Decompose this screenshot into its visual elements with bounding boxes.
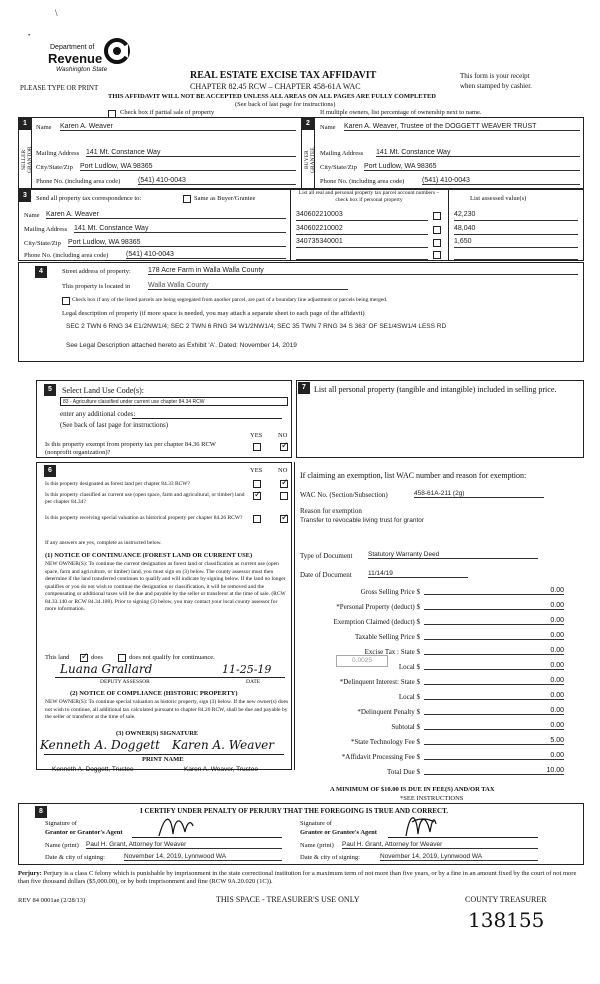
historic-question: Is this property receiving special valuation as historical property per chapter 84.26 RCW? — [45, 515, 243, 521]
seller-city-label: City/State/Zip — [36, 164, 73, 171]
parcel-value[interactable] — [454, 250, 578, 260]
doc-type-label: Type of Document — [300, 552, 353, 560]
grantee-name-label: Name (print) — [300, 842, 334, 849]
form-subtitle: CHAPTER 82.45 RCW – CHAPTER 458-61A WAC — [190, 82, 361, 91]
interest-state-label: *Delinquent Interest: State $ — [339, 678, 420, 686]
assessor-date: 11-25-19 — [222, 663, 272, 676]
section-4-number: 4 — [35, 266, 47, 278]
seller-phone[interactable]: (541) 410-0043 — [138, 177, 296, 185]
reason-label: Reason for exemption — [300, 507, 362, 515]
warning: THIS AFFIDAVIT WILL NOT BE ACCEPTED UNLESS ALL AREAS ON ALL PAGES ARE FULLY COMPLETED — [108, 93, 436, 100]
exempt-yes-checkbox[interactable] — [253, 443, 261, 451]
certify-statement: I CERTIFY UNDER PENALTY OF PERJURY THAT THE FOREGOING IS TRUE AND CORRECT. — [140, 807, 449, 815]
if-yes-note: If any answers are yes, complete as instructed below. — [45, 540, 162, 546]
section-8-number: 8 — [35, 806, 47, 818]
legal-description[interactable]: SEC 2 TWN 6 RNG 34 E1/2NW1/4; SEC 2 TWN 6 RNG 34 W1/2NW1/4; SEC 35 TWN 7 RNG 34 S 363' OF SE1/4SW1/4 LESS RD — [66, 323, 447, 330]
owner-signature-title: (3) OWNER(S) SIGNATURE — [116, 730, 199, 737]
parcel-number[interactable]: 340602210003 — [296, 211, 428, 221]
tax-mailing[interactable]: 141 Mt. Constance Way — [74, 225, 286, 233]
buyer-name[interactable]: Karen A. Weaver, Trustee of the DOGGETT WEAVER TRUST — [344, 123, 580, 131]
dept-line2: Revenue — [48, 51, 103, 66]
date-label: DATE — [246, 679, 261, 685]
gross-label: Gross Selling Price $ — [360, 588, 420, 596]
claim-exemption-label: If claiming an exemption, list WAC number and reason for exemption: — [300, 471, 527, 480]
seller-side-label: SELLER GRANTOR — [21, 146, 33, 174]
does-qualify-checkbox[interactable] — [80, 654, 88, 662]
legal-label: Legal description of property (if more space is needed, you may attach a separate sheet to each page of the affidavit) — [62, 310, 365, 317]
street-label: Street address of property: — [62, 268, 131, 275]
segregated-label: Check box if any of the listed parcels are being segregated from another parcel, are part of a boundary line adjustment or parcels being merged. — [72, 297, 388, 303]
historic-title: (2) NOTICE OF COMPLIANCE (HISTORIC PROPERTY) — [70, 690, 238, 697]
additional-codes-label: enter any additional codes: — [60, 410, 136, 418]
grantor-signature-scribble — [155, 812, 195, 840]
dept-line3: Washington State — [56, 66, 108, 73]
seller-city[interactable]: Port Ludlow, WA 98365 — [80, 163, 296, 171]
exemption-reason[interactable]: Transfer to revocable living trust for grantor — [300, 517, 425, 524]
historic-text: NEW OWNER(S): To continue special valuation as historic property, sign (3) below. If the new owner(s) does not wish to continue, all additional tax calculated pursuant to chapter 84.26 RCW, shall be due and payable by the seller or transferor at the time of sale. — [45, 699, 289, 720]
section-2-number: 2 — [302, 118, 314, 130]
seller-phone-label: Phone No. (including area code) — [36, 178, 121, 185]
perjury-note — [18, 870, 584, 886]
current-use-question: Is this property classified as current use (open space, farm and agricultural, or timber) land per chapter 84.34? — [45, 492, 245, 505]
print-name-1: Kenneth A. Doggett, Trustee — [52, 766, 134, 773]
parcel-number[interactable] — [296, 250, 428, 260]
personal-property-label: List all personal property (tangible and intangible) included in selling price. — [314, 385, 557, 394]
stray-mark: \ — [55, 8, 58, 18]
doc-type[interactable]: Statutory Warranty Deed — [368, 551, 538, 559]
parcel-value[interactable]: 48,040 — [454, 225, 578, 235]
historic-no-checkbox[interactable] — [280, 515, 288, 523]
buyer-mailing[interactable]: 141 Mt. Constance Way — [376, 149, 580, 157]
local-value[interactable]: 0.00 — [424, 662, 564, 670]
interest-state-value[interactable]: 0.00 — [424, 677, 564, 685]
section-6-number: 6 — [44, 465, 56, 477]
minimum-note: A MINIMUM OF $10.00 IS DUE IN FEE(S) AND/OR TAX — [330, 786, 495, 793]
perjury-label: Perjury: — [18, 870, 42, 877]
does-label: does — [91, 654, 103, 661]
grantor-date-label: Date & city of signing: — [45, 854, 105, 861]
print-name-2: Karen A. Weaver, Trustee — [184, 766, 258, 773]
receipt-line2: when stamped by cashier. — [460, 82, 532, 90]
doc-date[interactable]: 11/14/19 — [368, 570, 468, 578]
buyer-phone-label: Phone No. (including area code) — [320, 178, 405, 185]
stamp-number: 138155 — [468, 908, 545, 932]
see-instructions: *SEE INSTRUCTIONS — [400, 795, 464, 802]
tax-name[interactable]: Karen A. Weaver — [46, 211, 286, 219]
deputy-assessor-label: DEPUTY ASSESSOR — [100, 679, 150, 685]
parcel-number[interactable]: 340602210002 — [296, 225, 428, 235]
revenue-logo-icon — [104, 38, 130, 64]
tax-mailing-label: Mailing Address — [24, 226, 68, 233]
buyer-mailing-label: Mailing Address — [320, 150, 364, 157]
form-title: REAL ESTATE EXCISE TAX AFFIDAVIT — [190, 70, 377, 81]
assessed-header: List assessed value(s) — [470, 195, 527, 202]
penalty-value[interactable]: 0.00 — [424, 707, 564, 715]
buyer-name-label: Name — [320, 124, 336, 131]
land-use-see-back: (See back of last page for instructions) — [60, 421, 169, 429]
historic-yes-checkbox[interactable] — [253, 515, 261, 523]
parcel-personal-checkbox[interactable] — [433, 226, 441, 234]
land-use-yes: YES — [250, 432, 263, 439]
same-as-buyer-checkbox[interactable] — [183, 195, 191, 203]
section-3-number: 3 — [19, 190, 31, 202]
continuance-title: (1) NOTICE OF CONTINUANCE (FOREST LAND OR CURRENT USE) — [45, 552, 253, 559]
exemption-amount-label: Exemption Claimed (deduct) $ — [333, 618, 420, 626]
parcel-value[interactable]: 42,230 — [454, 211, 578, 221]
section-5-number: 5 — [44, 384, 56, 396]
interest-local-value[interactable]: 0.00 — [424, 692, 564, 700]
street-address[interactable]: 178 Acre Farm in Walla Walla County — [148, 267, 578, 275]
exempt-question: Is this property exempt from property tax per chapter 84.36 RCW (nonprofit organization)? — [45, 441, 216, 456]
personal-value[interactable]: 0.00 — [424, 602, 564, 610]
tax-phone[interactable]: (541) 410-0043 — [126, 251, 286, 259]
continuance-text: NEW OWNER(S): To continue the current designation as forest land or classification as current use (open space, farm and agriculture, or timber) land, you must sign on (3) below. The county assessor must then determine if the land transferred continues to qualify and will indicate by signing below. If the land no longer qualifies or you do not wish to continue the designation or classification, it will be removed and the compensating or additional taxes will be due and payable by the seller or transferor at the time of sale. (RCW 84.33.140 or RCW 84.34.108). Prior to signing (3) below, you may contact your local county assessor for more information. — [45, 561, 286, 612]
grantor-sig-label1: Signature of — [45, 820, 77, 827]
excise-state-label: Excise Tax : State $ — [364, 648, 420, 656]
personal-label: *Personal Property (deduct) $ — [336, 603, 420, 611]
grantor-sig-label2: Grantor or Grantor's Agent — [45, 829, 123, 836]
wac-number[interactable]: 458-61A-211 (2g) — [414, 490, 544, 498]
section-1-number: 1 — [19, 118, 31, 130]
tech-fee-label: *State Technology Fee $ — [350, 738, 420, 746]
excise-state-value[interactable]: 0.00 — [424, 647, 564, 655]
current-use-yes-checkbox[interactable] — [253, 492, 261, 500]
tax-city-label: City/State/Zip — [24, 240, 61, 247]
affidavit-fee-label: *Affidavit Processing Fee $ — [341, 753, 420, 761]
subtotal-value[interactable]: 0.00 — [424, 722, 564, 730]
seller-mailing[interactable]: 141 Mt. Constance Way — [86, 149, 296, 157]
grantee-date[interactable]: November 14, 2019, Lynnwood WA — [380, 853, 538, 861]
print-name-label: PRINT NAME — [142, 756, 184, 763]
multiple-owners: If multiple owners, list percentage of ownership next to name. — [320, 109, 482, 116]
wac-label: WAC No. (Section/Subsection) — [300, 491, 388, 499]
land-use-no: NO — [278, 432, 288, 439]
section-6-box — [36, 462, 292, 770]
section-7-number: 7 — [298, 382, 310, 394]
this-land-label: This land — [45, 654, 70, 661]
total-label: Total Due $ — [387, 768, 420, 776]
treasurer-use: THIS SPACE - TREASURER'S USE ONLY — [216, 895, 360, 904]
grantor-name-label: Name (print) — [45, 842, 79, 849]
same-as-buyer-label: Same as Buyer/Grantee — [194, 195, 256, 202]
dept-line1: Department of — [50, 44, 95, 51]
please-type: PLEASE TYPE OR PRINT — [20, 84, 99, 92]
local-label: Local $ — [398, 663, 420, 671]
located-county[interactable]: Walla Walla County — [148, 282, 348, 290]
located-label: This property is located in — [62, 283, 131, 290]
partial-sale-label: Check box if partial sale of property — [120, 109, 215, 116]
owner-signature-1: Kenneth A. Doggett — [40, 738, 160, 752]
subtotal-label: Subtotal $ — [391, 723, 420, 731]
parcel-value[interactable]: 1,650 — [454, 238, 578, 248]
section6-yes: YES — [250, 467, 263, 474]
grantee-sig-label1: Signature of — [300, 820, 332, 827]
penalty-label: *Delinquent Penalty $ — [357, 708, 420, 716]
buyer-side-label: BUYER GRANTEE — [304, 147, 316, 173]
grantee-date-label: Date & city of signing: — [300, 854, 360, 861]
gross-value[interactable]: 0.00 — [424, 587, 564, 595]
taxable-label: Taxable Selling Price $ — [354, 633, 420, 641]
interest-local-label: Local $ — [398, 693, 420, 701]
forest-question: Is this property designated as forest land per chapter 84.33 RCW? — [45, 481, 190, 487]
local-rate-select[interactable]: 0.0025 — [336, 655, 388, 667]
parcel-personal-checkbox[interactable] — [433, 212, 441, 220]
seller-mailing-label: Mailing Address — [36, 150, 80, 157]
exempt-no-checkbox[interactable] — [280, 443, 288, 451]
buyer-phone[interactable]: (541) 410-0043 — [422, 177, 580, 185]
buyer-city-label: City/State/Zip — [320, 164, 357, 171]
seller-name-label: Name — [36, 124, 52, 131]
grantee-name[interactable]: Paul H. Grant, Attorney for Weaver — [342, 841, 538, 849]
parcel-header: List all real and personal property tax parcel account numbers – check box if personal property — [298, 190, 440, 203]
current-use-no-checkbox[interactable] — [280, 492, 288, 500]
rev-number: REV 84 0001ae (2/28/13) — [18, 897, 86, 904]
legal-note[interactable]: See Legal Description attached hereto as Exhibit 'A'. Dated: November 14, 2019 — [66, 342, 297, 349]
grantee-signature-scribble — [402, 808, 438, 840]
affidavit-fee-value[interactable]: 0.00 — [424, 752, 564, 760]
buyer-city[interactable]: Port Ludlow, WA 98365 — [364, 163, 580, 171]
total-value[interactable]: 10.00 — [424, 767, 564, 775]
receipt-line1: This form is your receipt — [460, 72, 530, 80]
tech-fee-value[interactable]: 5.00 — [424, 737, 564, 745]
assessor-signature: Luana Grallard — [60, 662, 153, 676]
see-back: (See back of last page for instructions) — [235, 101, 336, 108]
parcel-personal-checkbox[interactable] — [433, 251, 441, 259]
seller-name[interactable]: Karen A. Weaver — [60, 123, 296, 131]
parcel-personal-checkbox[interactable] — [433, 239, 441, 247]
owner-signature-2: Karen A. Weaver — [172, 738, 275, 752]
grantor-date[interactable]: November 14, 2019, Lynnwood WA — [124, 853, 282, 861]
grantee-sig-label2: Grantee or Grantee's Agent — [300, 829, 377, 836]
send-tax-label: Send all property tax correspondence to: — [36, 195, 142, 202]
perjury-text: Perjury is a class C felony which is punishable by imprisonment in the state correctional institution for a maximum term of not more than five years, or by a fine in an amount fixed by the court of not more than five thousand dollars ($5,000.00), or by both imprisonment and fine (RCW 9A.20.020 (1C)). — [18, 870, 577, 885]
segregated-checkbox[interactable] — [62, 297, 70, 305]
parcel-number[interactable]: 340735340001 — [296, 238, 428, 248]
doc-date-label: Date of Document — [300, 571, 352, 579]
land-use-code-select[interactable]: 83 - Agriculture classified under current use chapter 84.34 RCW — [60, 397, 288, 406]
grantor-name[interactable]: Paul H. Grant, Attorney for Weaver — [86, 841, 282, 849]
forest-no-checkbox[interactable] — [280, 480, 288, 488]
does-not-qualify-checkbox[interactable] — [118, 654, 126, 662]
land-use-label: Select Land Use Code(s): — [62, 386, 144, 395]
does-not-label: does not qualify for continuance. — [129, 654, 215, 661]
tax-name-label: Name — [24, 212, 40, 219]
stray-dot: • — [28, 32, 31, 39]
taxable-value[interactable]: 0.00 — [424, 632, 564, 640]
tax-phone-label: Phone No. (including area code) — [24, 252, 109, 259]
tax-city[interactable]: Port Ludlow, WA 98365 — [68, 239, 286, 247]
forest-yes-checkbox[interactable] — [253, 480, 261, 488]
section6-no: NO — [278, 467, 288, 474]
exemption-amount-value[interactable]: 0.00 — [424, 617, 564, 625]
county-treasurer: COUNTY TREASURER — [465, 895, 547, 904]
